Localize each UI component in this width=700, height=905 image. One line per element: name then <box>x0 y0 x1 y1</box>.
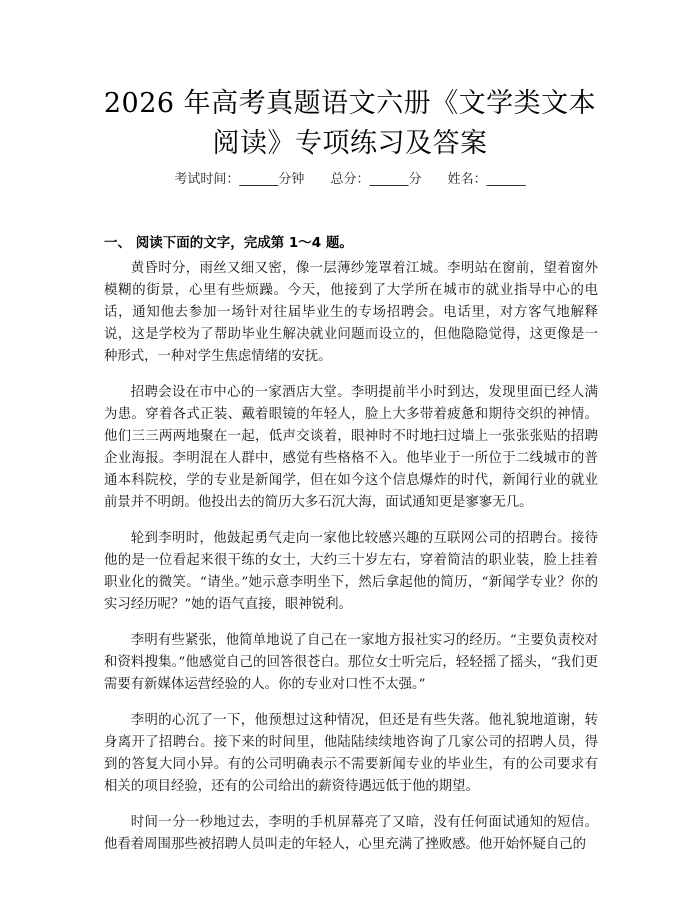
section-heading: 一、 阅读下面的文字，完成第 1～4 题。 <box>104 235 353 251</box>
paragraph: 黄昏时分，雨丝又细又密，像一层薄纱笼罩着江城。李明站在窗前，望着窗外模糊的街景，心里有些烦躁。今天，他接到了大学所在城市的就业指导中心的电话，通知他去参加一场针对往届毕业生的专场招聘会。电话里，对方客气地解释说，这是学校为了帮助毕业生解决就业问题而设立的，但他隐隐觉得，这更像是一种形式，一种对学生焦虑情绪的安抚。 <box>104 261 598 364</box>
exam-meta <box>0 168 700 187</box>
paragraph: 轮到李明时，他鼓起勇气走向一家他比较感兴趣的互联网公司的招聘台。接待他的是一位看起来很干练的女士，大约三十岁左右，穿着简洁的职业装，脸上挂着职业化的微笑。“请坐。”她示意李明坐下，然后拿起他的简历，“新闻学专业？你的实习经历呢？”她的语气直接，眼神锐利。 <box>104 531 598 612</box>
paragraph: 李明有些紧张，他简单地说了自己在一家地方报社实习的经历。“主要负责校对和资料搜集。”他感觉自己的回答很苍白。那位女士听完后，轻轻摇了摇头，“我们更需要有新媒体运营经验的人。你的专业对口性不太强。” <box>104 633 598 692</box>
passage <box>104 258 598 870</box>
paragraph: 李明的心沉了一下，他预想过这种情况，但还是有些失落。他礼貌地道谢，转身离开了招聘台。接下来的时间里，他陆陆续续地咨询了几家公司的招聘人员，得到的答复大同小异。有的公司明确表示不需要新闻专业的毕业生，有的公司要求有相关的项目经验，还有的公司给出的薪资待遇远低于他的期望。 <box>104 713 598 794</box>
exam-name: 姓名：______ <box>447 172 526 187</box>
document-title: 2026 年高考真题语文六册《文学类文本阅读》专项练习及答案 <box>103 88 597 159</box>
exam-score: 总分：______分 <box>330 172 422 187</box>
paragraph: 时间一分一秒地过去，李明的手机屏幕亮了又暗，没有任何面试通知的短信。他看着周围那些被招聘人员叫走的年轻人，心里充满了挫败感。他开始怀疑自己的 <box>104 815 598 852</box>
exam-time: 考试时间：______分钟 <box>174 172 305 187</box>
paragraph: 招聘会设在市中心的一家酒店大堂。李明提前半小时到达，发现里面已经人满为患。穿着各式正装、戴着眼镜的年轻人，脸上大多带着疲惫和期待交织的神情。他们三三两两地聚在一起，低声交谈着，眼神时不时地扫过墙上一张张张贴的招聘企业海报。李明混在人群中，感觉有些格格不入。他毕业于一所位于二线城市的普通本科院校，学的专业是新闻学，但在如今这个信息爆炸的时代，新闻行业的就业前景并不明朗。他投出去的简历大多石沉大海，面试通知更是寥寥无几。 <box>104 385 598 510</box>
